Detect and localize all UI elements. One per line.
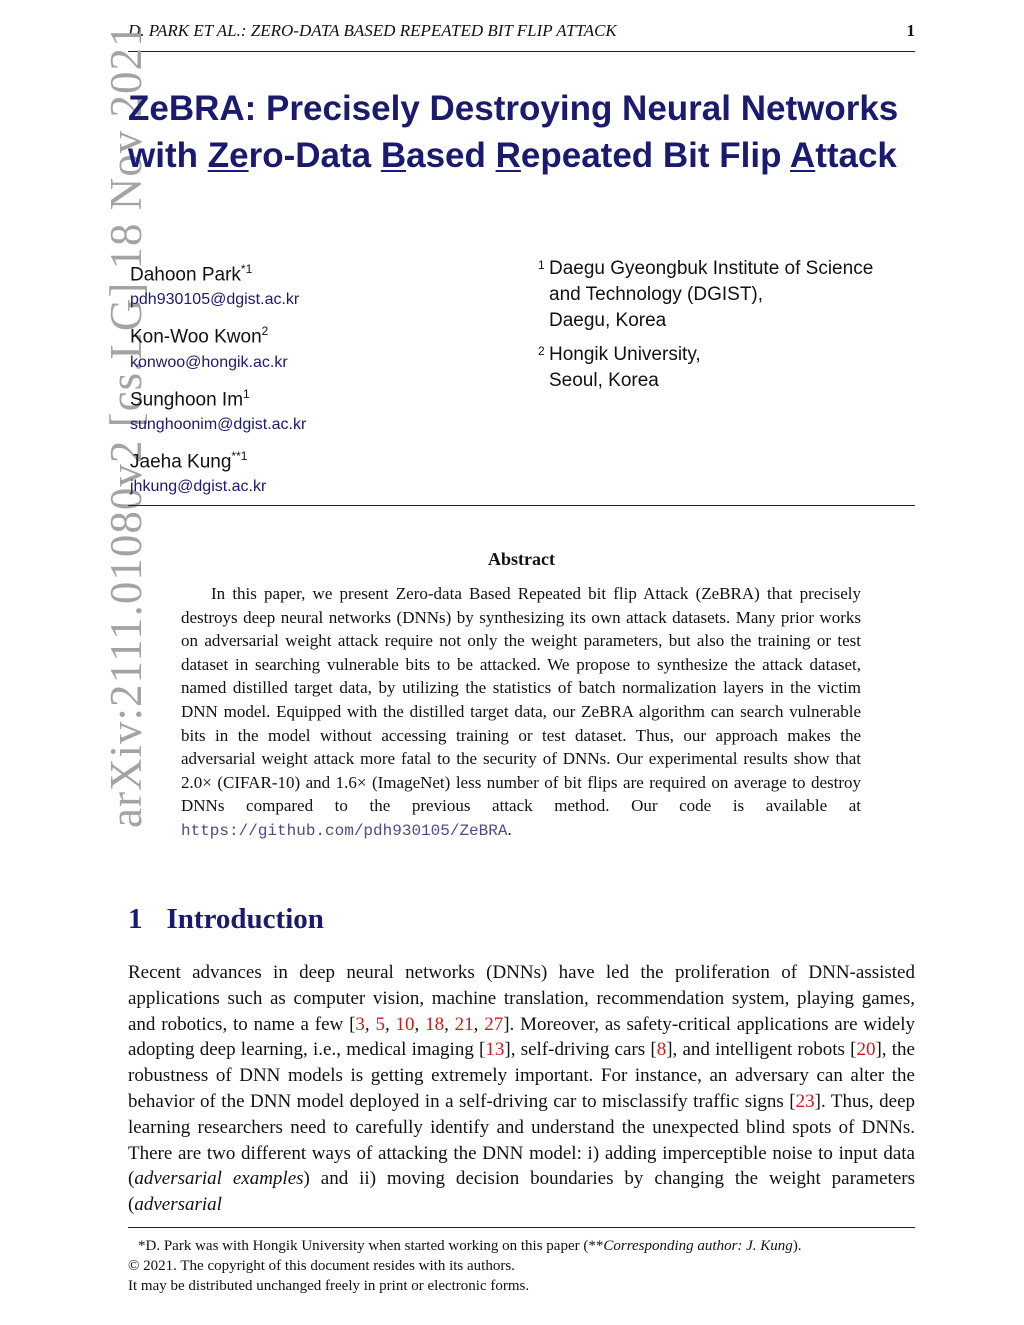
section-heading-introduction <box>128 903 324 936</box>
abstract-text: In this paper, we present Zero-data Based Repeated bit flip Attack (ZeBRA) that precisely destroys deep neural networks (DNNs) by synthesizing its own attack datasets. Many prior works on adversarial weight attack require not only the weight parameters, but also the training or test dataset in searching vulnerable bits to be attacked. We propose to synthesize the attack dataset, named distilled target data, by utilizing the statistics of batch normalization layers in the victim DNN model. Equipped with the distilled target data, our ZeBRA algorithm can search vulnerable bits in the model without accessing training or test dataset. Thus, our approach makes the adversarial weight attack more fatal to the security of DNNs. Our experimental results show that 2.0× (CIFAR-10) and 1.6× (ImageNet) less number of bit flips are required on average to destroy DNNs compared to the previous attack method. Our code is available at <box>181 584 861 816</box>
author-mark: 1 <box>243 386 250 401</box>
footnotes <box>128 1236 915 1296</box>
code-link[interactable]: https://github.com/pdh930105/ZeBRA <box>181 821 508 840</box>
title-part: ased <box>406 136 496 175</box>
citation-link[interactable]: 23 <box>795 1090 815 1112</box>
citation-link[interactable]: 13 <box>485 1039 505 1061</box>
title-underlined: Ze <box>207 136 249 175</box>
intro-text: ]. Thus, deep learning researchers need to carefully identify and understand the unexpected blind spots of DNNs. There are two different ways of attacking the DNN model: i) adding imperceptible noise to input data ( <box>128 1090 915 1190</box>
author-mark: *1 <box>240 262 253 276</box>
affiliation-entry <box>538 256 918 334</box>
header-rule <box>128 51 915 52</box>
citation-link[interactable]: 27 <box>484 1013 504 1035</box>
section-title: Introduction <box>166 903 324 935</box>
author-email[interactable]: pdh930105@dgist.ac.kr <box>130 291 300 309</box>
footnote-rule <box>128 1227 915 1228</box>
page-number: 1 <box>906 21 915 40</box>
citation-link[interactable]: 5 <box>375 1013 385 1035</box>
author-entry <box>130 318 510 374</box>
author-email[interactable]: jhkung@dgist.ac.kr <box>130 478 267 496</box>
author-mark: 2 <box>261 324 269 339</box>
author-list <box>130 256 510 505</box>
author-name-line <box>130 318 510 350</box>
running-title: D. PARK ET AL.: ZERO-DATA BASED REPEATED BIT FLIP ATTACK <box>128 21 617 40</box>
citation-link[interactable]: 10 <box>395 1013 415 1035</box>
author-name: Jaeha Kung <box>130 451 232 473</box>
abstract-body <box>181 582 861 844</box>
affiliation-list <box>538 256 918 402</box>
citation-link[interactable]: 3 <box>355 1013 365 1035</box>
footnote-text: *D. Park was with Hongik University when started working on this paper (** <box>138 1238 604 1254</box>
affiliation-mark: 2 <box>538 344 545 358</box>
affiliation-text: Daegu Gyeongbuk Institute of Science and Technology (DGIST), Daegu, Korea <box>549 258 874 331</box>
intro-paragraph: Recent advances in deep neural networks (DNNs) have led the proliferation of DNN-assisted applications such as computer vision, machine translation, recommendation system, playing games, and robotics, to name a few [3, 5, 10, 18, 21, 27]. Moreover, as safety-critical applications are widely adopting deep learning, i.e., medical imaging [13], self-driving cars [8], and intelligent robots [20], the robustness of DNN models is getting extremely important. For instance, an adversary can alter the behavior of the DNN model deployed in a self-driving car to misclassify traffic signs [23]. Thus, deep learning researchers need to carefully identify and understand the unexpected blind spots of DNNs. There are two different ways of attacking the DNN model: i) adding imperceptible noise to input data (adversarial examples) and ii) moving decision boundaries by changing the weight parameters (adversarial <box>128 962 916 1216</box>
intro-text: Recent advances in deep neural networks (DNNs) have led the proliferation of DNN-assisted applications such as computer vision, machine translation, recommendation system, playing games, and robotics, to name a few [ <box>128 962 915 1035</box>
footnote-text: ). <box>792 1238 802 1254</box>
affiliation-text: Hongik University, Seoul, Korea <box>549 344 701 391</box>
citation-link[interactable]: 8 <box>656 1039 667 1061</box>
intro-text: ]. Moreover, as safety-critical applications are widely adopting deep learning, i.e., medical imaging [ <box>128 1013 916 1061</box>
citation-link[interactable]: 20 <box>856 1039 876 1061</box>
abstract-end: . <box>507 819 512 839</box>
section-number: 1 <box>128 903 143 935</box>
title-underlined: B <box>380 136 407 175</box>
citation-link[interactable]: 21 <box>454 1013 474 1035</box>
author-mark: **1 <box>231 448 248 463</box>
footnote-copyright: © 2021. The copyright of this document resides with its authors. <box>128 1258 515 1274</box>
arxiv-stamp[interactable]: arXiv:2111.01080v2 [cs.LG] 18 Nov 2021 <box>101 23 151 828</box>
footnote-distribution: It may be distributed unchanged freely in print or electronic forms. <box>128 1278 530 1294</box>
author-entry <box>130 381 510 437</box>
title-part: ZeBRA: Precisely Destroying Neural Networks with <box>128 89 899 175</box>
footnote-corresponding <box>128 1236 915 1256</box>
paper-title <box>128 85 908 179</box>
author-name-line <box>130 256 510 288</box>
title-part: ro-Data <box>248 136 381 175</box>
author-email[interactable]: konwoo@hongik.ac.kr <box>130 353 288 371</box>
title-underlined: A <box>789 136 816 175</box>
running-header <box>128 21 915 45</box>
abstract-heading: Abstract <box>488 549 555 569</box>
title-part: ttack <box>815 136 897 175</box>
title-underlined: R <box>495 136 521 175</box>
intro-text: ], self-driving cars [ <box>504 1039 657 1061</box>
affiliation-mark: 1 <box>538 258 545 272</box>
intro-text: ) and ii) moving decision boundaries by changing the weight parameters ( <box>128 1168 915 1216</box>
footnote-italic: Corresponding author: J. Kung <box>603 1238 793 1254</box>
author-entry <box>130 443 510 499</box>
intro-text: ], the robustness of DNN models is getting extremely important. For instance, an adversary can alter the behavior of the DNN model deployed in a self-driving car to misclassify traffic signs [ <box>128 1039 915 1112</box>
intro-text: ], and intelligent robots [ <box>666 1039 857 1061</box>
title-part: epeated Bit Flip <box>520 136 790 175</box>
citation-link[interactable]: 18 <box>425 1013 445 1035</box>
author-name: Dahoon Park <box>130 264 241 286</box>
intro-italic: adversarial examples <box>134 1168 304 1190</box>
abstract-rule <box>128 505 915 506</box>
author-email[interactable]: sunghoonim@dgist.ac.kr <box>130 415 307 433</box>
intro-italic: adversarial <box>134 1194 222 1216</box>
author-name: Kon-Woo Kwon <box>130 326 262 348</box>
author-entry <box>130 256 510 312</box>
author-name-line <box>130 443 510 475</box>
author-name: Sunghoon Im <box>130 388 244 410</box>
author-name-line <box>130 381 510 413</box>
affiliation-entry <box>538 342 918 394</box>
